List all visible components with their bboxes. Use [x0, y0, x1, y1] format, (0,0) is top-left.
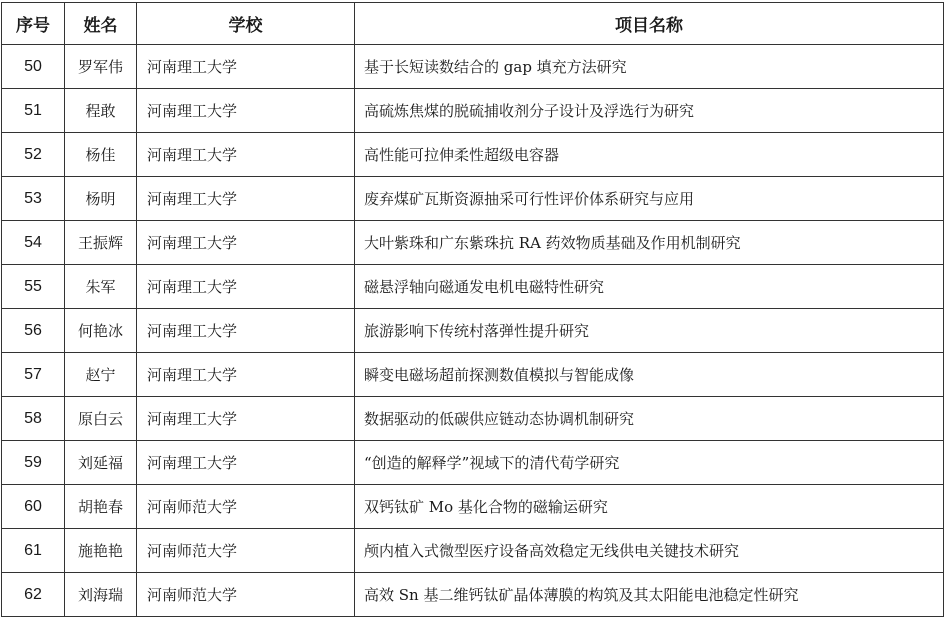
row-number: 62 — [2, 573, 65, 617]
header-project: 项目名称 — [355, 3, 944, 45]
row-number: 58 — [2, 397, 65, 441]
header-number: 序号 — [2, 3, 65, 45]
table-row — [2, 177, 944, 221]
row-project: 基于长短读数结合的 gap 填充方法研究 — [355, 45, 944, 89]
row-school: 河南师范大学 — [137, 529, 355, 573]
row-project: 大叶紫珠和广东紫珠抗 RA 药效物质基础及作用机制研究 — [355, 221, 944, 265]
table-row — [2, 45, 944, 89]
row-number: 60 — [2, 485, 65, 529]
row-name: 杨佳 — [65, 133, 137, 177]
row-school: 河南师范大学 — [137, 485, 355, 529]
row-name: 程敢 — [65, 89, 137, 133]
row-name: 何艳冰 — [65, 309, 137, 353]
row-name: 原白云 — [65, 397, 137, 441]
row-project: 磁悬浮轴向磁通发电机电磁特性研究 — [355, 265, 944, 309]
row-name: 朱军 — [65, 265, 137, 309]
row-school: 河南理工大学 — [137, 397, 355, 441]
row-project: 高性能可拉伸柔性超级电容器 — [355, 133, 944, 177]
table-row — [2, 397, 944, 441]
row-school: 河南理工大学 — [137, 133, 355, 177]
row-name: 赵宁 — [65, 353, 137, 397]
row-name: 施艳艳 — [65, 529, 137, 573]
row-name: 罗军伟 — [65, 45, 137, 89]
row-number: 57 — [2, 353, 65, 397]
row-number: 61 — [2, 529, 65, 573]
row-name: 刘海瑞 — [65, 573, 137, 617]
row-project: 旅游影响下传统村落弹性提升研究 — [355, 309, 944, 353]
row-school: 河南理工大学 — [137, 353, 355, 397]
row-number: 53 — [2, 177, 65, 221]
row-school: 河南理工大学 — [137, 221, 355, 265]
project-table — [1, 2, 944, 617]
row-number: 55 — [2, 265, 65, 309]
table-header-row — [2, 3, 944, 45]
row-school: 河南师范大学 — [137, 573, 355, 617]
table-row — [2, 485, 944, 529]
header-school: 学校 — [137, 3, 355, 45]
row-project: 颅内植入式微型医疗设备高效稳定无线供电关键技术研究 — [355, 529, 944, 573]
row-project: 高效 Sn 基二维钙钛矿晶体薄膜的构筑及其太阳能电池稳定性研究 — [355, 573, 944, 617]
table-row — [2, 309, 944, 353]
row-project: 瞬变电磁场超前探测数值模拟与智能成像 — [355, 353, 944, 397]
row-school: 河南理工大学 — [137, 441, 355, 485]
row-project: 高硫炼焦煤的脱硫捕收剂分子设计及浮选行为研究 — [355, 89, 944, 133]
table-row — [2, 89, 944, 133]
row-number: 59 — [2, 441, 65, 485]
row-name: 刘延福 — [65, 441, 137, 485]
row-number: 54 — [2, 221, 65, 265]
row-project: 双钙钛矿 Mo 基化合物的磁输运研究 — [355, 485, 944, 529]
table-row — [2, 529, 944, 573]
row-school: 河南理工大学 — [137, 309, 355, 353]
table-row — [2, 221, 944, 265]
row-name: 胡艳春 — [65, 485, 137, 529]
row-school: 河南理工大学 — [137, 177, 355, 221]
row-school: 河南理工大学 — [137, 45, 355, 89]
row-school: 河南理工大学 — [137, 89, 355, 133]
row-name: 杨明 — [65, 177, 137, 221]
row-number: 50 — [2, 45, 65, 89]
row-number: 51 — [2, 89, 65, 133]
table-row — [2, 573, 944, 617]
table-row — [2, 441, 944, 485]
row-project: 数据驱动的低碳供应链动态协调机制研究 — [355, 397, 944, 441]
row-number: 52 — [2, 133, 65, 177]
row-name: 王振辉 — [65, 221, 137, 265]
row-number: 56 — [2, 309, 65, 353]
row-project: 废弃煤矿瓦斯资源抽采可行性评价体系研究与应用 — [355, 177, 944, 221]
row-project: “创造的解释学”视域下的清代荀学研究 — [355, 441, 944, 485]
table-row — [2, 133, 944, 177]
row-school: 河南理工大学 — [137, 265, 355, 309]
header-name: 姓名 — [65, 3, 137, 45]
table-row — [2, 353, 944, 397]
table-row — [2, 265, 944, 309]
